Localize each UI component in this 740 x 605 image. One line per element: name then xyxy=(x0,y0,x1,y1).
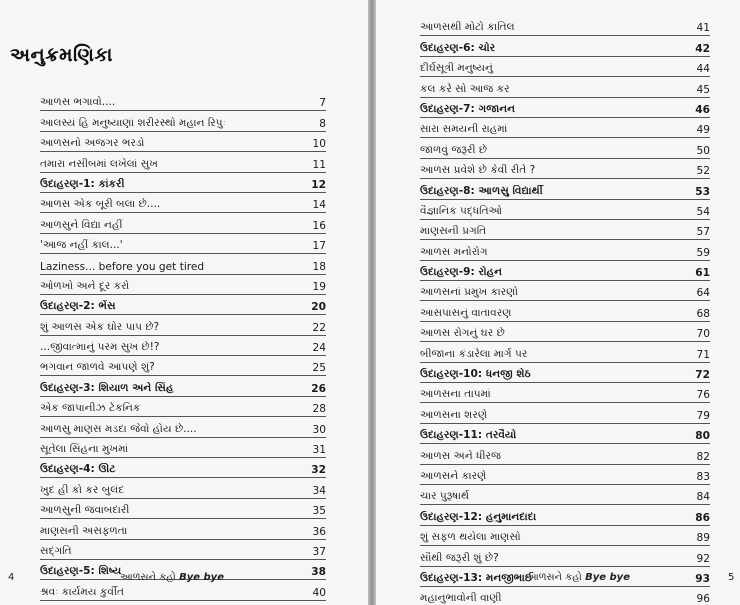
toc-entry-label: આળસ અને ધીરજ xyxy=(420,449,502,462)
toc-entry-page: 61 xyxy=(695,267,710,280)
toc-entry-page: 42 xyxy=(695,42,710,55)
toc-entry-label: આળસનાં પ્રમુખ કારણો xyxy=(420,286,519,299)
running-title-gu: આળસને કહો xyxy=(526,572,582,583)
running-title-en: Bye bye xyxy=(179,572,224,583)
toc-entry-label: ઉદાહરણ-3: શિયાળ અને સિંહ xyxy=(40,381,174,394)
toc-entry-label: આળસને કારણે xyxy=(420,469,487,482)
toc-entry xyxy=(420,98,710,118)
toc-entry-label: સૌથી જરૂરી શું છે? xyxy=(420,551,499,564)
toc-entry xyxy=(40,173,326,193)
toc-entry-page: 92 xyxy=(696,552,710,565)
toc-entry-label: ઉદાહરણ-8: આળસુ વિદ્યાર્થી xyxy=(420,184,543,197)
toc-entry xyxy=(420,485,710,505)
toc-entry-label: આળસથી મોટો કાતિલ xyxy=(420,21,515,34)
toc-entry xyxy=(420,57,710,77)
toc-entry-page: 96 xyxy=(696,593,710,605)
toc-entry-label: ખુદ હી કો કર બુલંદ xyxy=(40,483,125,496)
toc-entry-page: 41 xyxy=(696,22,710,35)
toc-entry-label: ચાર પુરૂષાર્થ xyxy=(420,490,470,503)
toc-entry-label: સારા સમયની રાહમાં xyxy=(420,123,508,136)
toc-entry-label: માણસની અસફળતા xyxy=(40,524,128,537)
toc-entry-label: આળસુની જવાબદારી xyxy=(40,504,130,517)
toc-entry-label: શું આળસ એક ઘોર પાપ છે? xyxy=(40,320,160,333)
toc-entry-page: 14 xyxy=(312,199,326,212)
toc-entry-page: 79 xyxy=(696,409,710,422)
toc-entry xyxy=(420,546,710,566)
toc-entry-page: 10 xyxy=(312,138,326,151)
toc-right xyxy=(420,16,710,605)
toc-entry-label: ઉદાહરણ-1: કાંકરી xyxy=(40,177,125,190)
toc-entry xyxy=(420,444,710,464)
toc-entry-label: ઉદાહરણ-5: શિષ્ય xyxy=(40,565,122,578)
toc-entry xyxy=(40,111,326,131)
toc-entry-label: ઉદાહરણ-7: ગજાનન xyxy=(420,102,516,115)
toc-entry-page: 40 xyxy=(312,586,326,599)
toc-entry-page: 25 xyxy=(312,362,326,375)
toc-entry xyxy=(420,36,710,56)
toc-entry xyxy=(40,254,326,274)
toc-entry-page: 71 xyxy=(696,348,710,361)
running-title-gu: આળસને કહો xyxy=(120,572,176,583)
toc-entry-label: આળસનો અજગર ભરડો xyxy=(40,137,145,150)
toc-entry xyxy=(420,383,710,403)
toc-entry-page: 7 xyxy=(319,97,326,110)
toc-entry-page: 30 xyxy=(312,423,326,436)
toc-entry-page: 86 xyxy=(695,511,710,524)
toc-entry-page: 64 xyxy=(696,287,710,300)
toc-entry xyxy=(420,16,710,36)
toc-entry xyxy=(420,403,710,423)
toc-left xyxy=(40,91,326,601)
toc-entry-page: 70 xyxy=(696,328,710,341)
toc-entry-label: આસપાસનું વાતાવરણ xyxy=(420,306,512,319)
toc-entry xyxy=(40,315,326,335)
index-heading: અનુક્રમણિકા xyxy=(10,44,113,66)
toc-entry-label: ઓળખો અને દૂર કરો xyxy=(40,279,130,292)
toc-entry xyxy=(40,417,326,437)
toc-entry xyxy=(40,519,326,539)
left-page xyxy=(0,0,368,605)
toc-entry xyxy=(420,240,710,260)
toc-entry xyxy=(40,458,326,478)
toc-entry xyxy=(40,376,326,396)
toc-entry xyxy=(420,363,710,383)
toc-entry xyxy=(40,478,326,498)
toc-entry-page: 8 xyxy=(319,117,326,130)
toc-entry xyxy=(40,91,326,111)
toc-entry xyxy=(420,200,710,220)
toc-entry-label: ઉદાહરણ-9: રોહન xyxy=(420,266,503,279)
toc-entry-page: 46 xyxy=(695,103,710,116)
toc-entry-page: 38 xyxy=(311,566,326,579)
toc-entry-page: 16 xyxy=(312,219,326,232)
toc-entry-page: 35 xyxy=(312,505,326,518)
toc-entry xyxy=(420,77,710,97)
toc-entry-label: દીર્ઘસૂત્રી મનુષ્યનું xyxy=(420,62,493,75)
toc-entry-page: 34 xyxy=(312,484,326,497)
toc-entry-label: ઉદાહરણ-10: ધનજી શેઠ xyxy=(420,368,531,381)
toc-entry xyxy=(40,580,326,600)
toc-entry xyxy=(40,213,326,233)
toc-entry-page: 84 xyxy=(696,491,710,504)
toc-entry xyxy=(40,540,326,560)
toc-entry-page: 93 xyxy=(695,572,710,585)
page-number-left: 4 xyxy=(8,572,15,583)
toc-entry-label: Laziness... before you get tired xyxy=(40,260,205,273)
toc-entry-label: આળસના શરણે xyxy=(420,408,488,421)
toc-entry xyxy=(40,132,326,152)
toc-entry-page: 37 xyxy=(312,545,326,558)
toc-entry-label: આળસ ભગાવો.... xyxy=(40,96,116,109)
toc-entry-label: આળસ મનોરોગ xyxy=(420,245,488,258)
toc-entry xyxy=(420,342,710,362)
toc-entry-page: 22 xyxy=(312,321,326,334)
toc-entry xyxy=(420,179,710,199)
toc-entry-page: 50 xyxy=(696,144,710,157)
toc-entry-label: તમારા નસીબમાં લખેલાં સુખ xyxy=(40,157,158,170)
toc-entry-page: 82 xyxy=(696,450,710,463)
toc-entry-label: કલ કરે સો આજ કર xyxy=(420,82,510,95)
toc-entry-page: 32 xyxy=(311,464,326,477)
toc-entry-page: 80 xyxy=(695,430,710,443)
toc-entry-page: 11 xyxy=(312,158,326,171)
toc-entry xyxy=(420,526,710,546)
toc-entry xyxy=(40,275,326,295)
toc-entry-label: આળસુ માણસ મડદા જેવો હોય છે.... xyxy=(40,422,197,435)
toc-entry-page: 76 xyxy=(696,389,710,402)
toc-entry-page: 89 xyxy=(696,532,710,545)
toc-entry xyxy=(40,193,326,213)
toc-entry xyxy=(420,159,710,179)
toc-entry-label: જાળવું જરૂરી છે xyxy=(420,143,488,156)
toc-entry-label: મહાનુભાવોની વાણી xyxy=(420,592,502,605)
toc-entry-label: શું સફળ થયેલા માણસો xyxy=(420,531,521,544)
toc-entry xyxy=(40,336,326,356)
toc-entry-page: 18 xyxy=(312,260,326,273)
running-title-left xyxy=(120,572,224,583)
toc-entry xyxy=(40,295,326,315)
toc-entry xyxy=(40,152,326,172)
toc-entry-page: 57 xyxy=(696,226,710,239)
toc-entry-page: 54 xyxy=(696,205,710,218)
toc-entry-label: શ્રવઃ કાર્યમય કુર્વીત xyxy=(40,585,125,598)
toc-entry-page: 31 xyxy=(312,444,326,457)
toc-entry xyxy=(420,261,710,281)
toc-entry xyxy=(40,397,326,417)
toc-entry-page: 19 xyxy=(312,280,326,293)
toc-entry-page: 45 xyxy=(696,83,710,96)
toc-entry-page: 49 xyxy=(696,124,710,137)
toc-entry-page: 12 xyxy=(311,178,326,191)
toc-entry xyxy=(420,465,710,485)
toc-entry-page: 83 xyxy=(696,470,710,483)
toc-entry-label: આળસ પ્રવેશે છે કેવી રીતે ? xyxy=(420,164,536,177)
toc-entry xyxy=(420,322,710,342)
toc-entry-label: બીજાના કંડારેલા માર્ગ પર xyxy=(420,347,528,360)
toc-entry-page: 68 xyxy=(696,307,710,320)
running-title-right xyxy=(526,572,630,583)
toc-entry xyxy=(420,424,710,444)
toc-entry-label: ઉદાહરણ-4: ઊંટ xyxy=(40,463,116,476)
toc-entry-page: 24 xyxy=(312,342,326,355)
toc-entry xyxy=(420,118,710,138)
toc-entry-label: ઉદાહરણ-6: ચોર xyxy=(420,41,496,54)
toc-entry-label: આળસ એક બૂરી બલા છે.... xyxy=(40,198,161,211)
toc-entry-label: ઉદાહરણ-2: ભેંસ xyxy=(40,300,116,313)
toc-entry-page: 26 xyxy=(311,382,326,395)
toc-entry-label: આળસ રોગનું ઘર છે xyxy=(420,327,505,340)
toc-entry xyxy=(40,499,326,519)
toc-entry-label: સદ્ગતિ xyxy=(40,544,72,557)
toc-entry-page: 72 xyxy=(695,369,710,382)
toc-entry-label: 'આજ નહીં કાલ...' xyxy=(40,239,123,252)
toc-entry-label: ઉદાહરણ-11: તરવૈયો xyxy=(420,429,517,442)
toc-entry-label: આળસના તાપમાં xyxy=(420,388,491,401)
toc-entry-label: ભગવાન જાળવે આપણે શું? xyxy=(40,361,155,374)
running-title-en: Bye bye xyxy=(585,572,630,583)
toc-entry-page: 28 xyxy=(312,403,326,416)
toc-entry xyxy=(40,234,326,254)
toc-entry-label: એક જાપાનીઝ ટેકનિક xyxy=(40,402,141,415)
toc-entry-page: 20 xyxy=(311,301,326,314)
toc-entry xyxy=(420,138,710,158)
toc-entry xyxy=(40,356,326,376)
toc-entry-label: ઉદાહરણ-13: મનજીભાઈ xyxy=(420,571,534,584)
toc-entry-page: 36 xyxy=(312,525,326,538)
toc-entry-label: માણસની પ્રગતિ xyxy=(420,225,487,238)
toc-entry-page: 44 xyxy=(696,63,710,76)
page-number-right: 5 xyxy=(728,572,735,583)
toc-entry-page: 17 xyxy=(312,240,326,253)
toc-entry-label: ઉદાહરણ-12: હનુમાનદાદા xyxy=(420,510,537,523)
toc-entry-label: આલસ્યં હિ મનુષ્યાણાં શરીરસ્થો મહાન રિપુઃ xyxy=(40,116,226,129)
toc-entry xyxy=(420,587,710,605)
toc-entry-page: 53 xyxy=(695,185,710,198)
toc-entry xyxy=(420,301,710,321)
toc-entry xyxy=(420,281,710,301)
toc-entry-page: 52 xyxy=(696,165,710,178)
toc-entry-label: વૈજ્ઞાનિક પદ્ધતિઓ xyxy=(420,204,503,217)
toc-entry xyxy=(40,438,326,458)
right-page xyxy=(376,0,740,605)
toc-entry xyxy=(420,505,710,525)
toc-entry-page: 59 xyxy=(696,246,710,259)
toc-entry xyxy=(420,220,710,240)
toc-entry-label: આળસુને વિદ્યા નહીં xyxy=(40,218,123,231)
book-gutter xyxy=(368,0,376,605)
toc-entry-label: ...જીવાત્માનું પરમ સુખ છે!? xyxy=(40,341,160,354)
toc-entry-label: સૂતેલા સિંહના મુખમાં xyxy=(40,443,129,456)
